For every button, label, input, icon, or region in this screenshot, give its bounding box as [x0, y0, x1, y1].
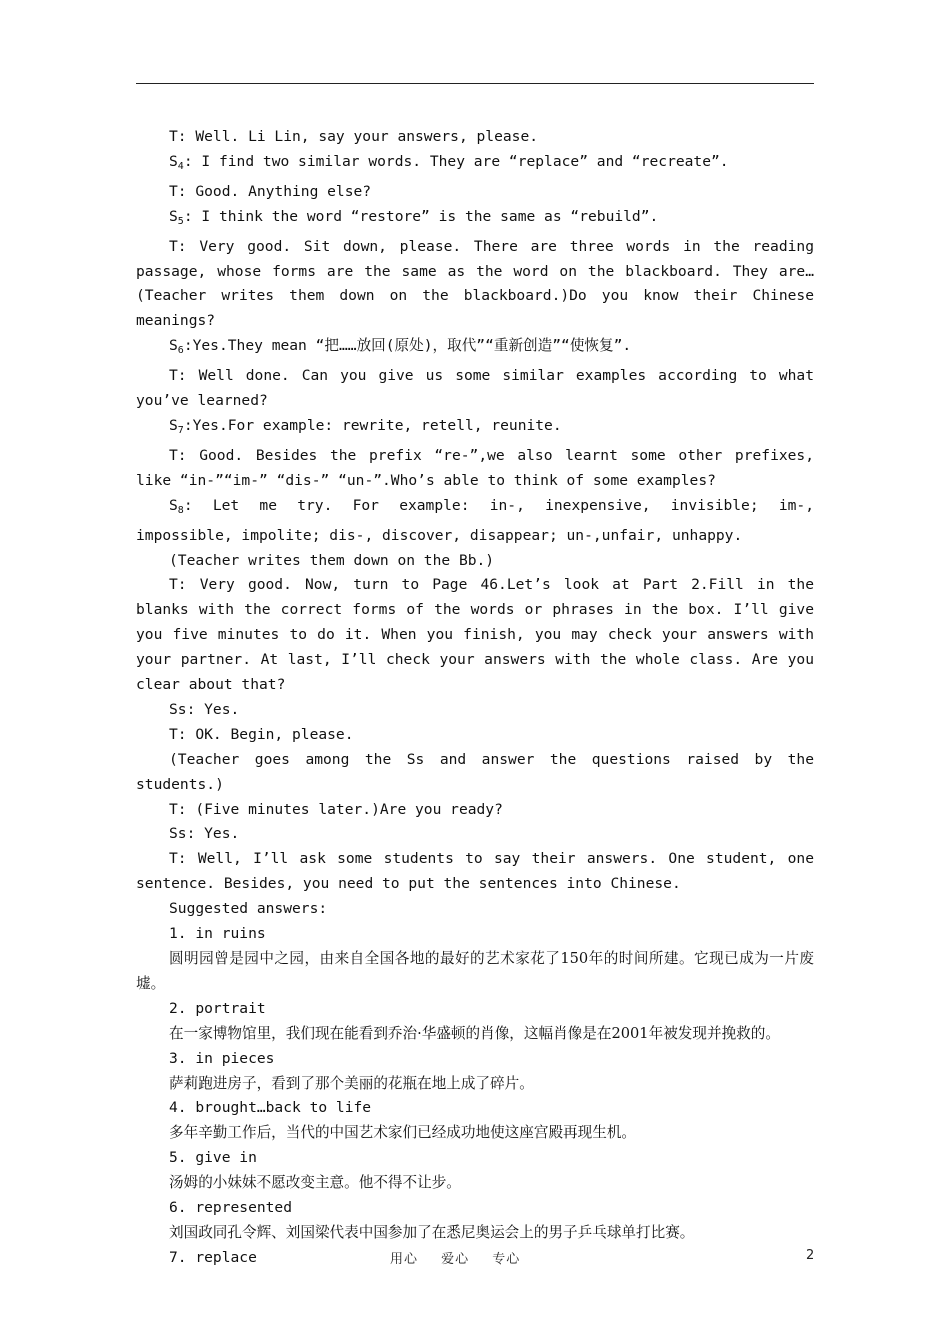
answer-label: 6. represented: [169, 1199, 293, 1217]
paragraph: T: Well done. Can you give us some similar examples according to what you’ve learned?: [136, 367, 814, 410]
answer-translation: 萨莉跑进房子，看到了那个美丽的花瓶在地上成了碎片。: [169, 1074, 534, 1092]
paragraph: Ss: Yes.: [169, 700, 240, 718]
paragraph: T: Well, I’ll ask some students to say their answers. One student, one sentence. Besides, you need to put the sentences into Chinese.: [136, 850, 814, 893]
paragraph: T: Very good. Sit down, please. There are three words in the reading passage, whose forms are the same as the word on the blackboard. They are…(Teacher writes them down on the blackboard.)Do you know their Chinese meanings?: [136, 237, 814, 330]
answer-label: 7. replace: [169, 1248, 257, 1266]
paragraph: T: OK. Begin, please.: [169, 725, 354, 743]
answer-label: 5. give in: [169, 1149, 257, 1167]
answer-translation: 多年辛勤工作后，当代的中国艺术家们已经成功地使这座宫殿再现生机。: [169, 1124, 637, 1142]
answer-translation: 圆明园曾是园中之园，由来自全国各地的最好的艺术家花了150年的时间所建。它现已成为一片废墟。: [136, 950, 814, 992]
document-body: [136, 125, 814, 1271]
answer-translation: 汤姆的小妹妹不愿改变主意。他不得不让步。: [169, 1174, 461, 1192]
paragraph: $S_6:Yes.They$ mean “把……放回(原处)，取代”“重新创造”“使恢复”.: [169, 337, 632, 357]
paragraph: (Teacher writes them down on the Bb.): [169, 551, 495, 569]
paragraph: Suggested answers:: [169, 900, 328, 918]
paragraph: $S_5$: I think the word “restore” is the same as “rebuild”.: [169, 207, 659, 227]
answer-translation: 刘国政同孔令辉、刘国梁代表中国参加了在悉尼奥运会上的男子乒乓球单打比赛。: [169, 1223, 695, 1241]
answer-translation: 在一家博物馆里，我们现在能看到乔治·华盛顿的肖像，这幅肖像是在2001年被发现并挽救的。: [169, 1024, 780, 1042]
paragraph: Ss: Yes.: [169, 825, 240, 843]
paragraph: $S_4$: I find two similar words. They are “replace” and “recreate”.: [169, 152, 729, 172]
header-rule: [136, 83, 814, 84]
answer-label: 3. in pieces: [169, 1049, 275, 1067]
answer-label: 1. in ruins: [169, 925, 266, 943]
page-footer: [0, 1248, 950, 1268]
paragraph: (Teacher goes among the Ss and answer the questions raised by the students.): [136, 750, 814, 793]
paragraph: T: Good. Besides the prefix “re-”,we also learnt some other prefixes, like “in-”“im-” “dis-” “un-”.Who’s able to think of some examples?: [136, 446, 814, 489]
paragraph: $S_7:Yes.For$ example: rewrite, retell, reunite.: [169, 416, 562, 436]
paragraph: T: Well. Li Lin, say your answers, please.: [169, 128, 539, 145]
paragraph: T: Very good. Now, turn to Page 46.Let’s look at Part 2.Fill in the blanks with the correct forms of the words or phrases in the box. I’ll give you five minutes to do it. When you finish, you may check your answers with your partner. At last, I’ll check your answers with the whole class. Are you clear about that?: [136, 576, 814, 694]
paragraph: T: (Five minutes later.)Are you ready?: [169, 800, 503, 818]
footer-text: 用心 爱心 专心: [390, 1252, 521, 1267]
answer-label: 2. portrait: [169, 999, 266, 1017]
answer-label: 4. brought…back to life: [169, 1099, 372, 1117]
paragraph: T: Good. Anything else?: [169, 182, 372, 200]
page-number: 2: [806, 1248, 815, 1263]
paragraph: $S_8$: Let me try. For example: in-, inexpensive, invisible; im-, impossible, impolite; dis-, discover, disappear; un-,unfair, unhappy.: [136, 496, 814, 544]
